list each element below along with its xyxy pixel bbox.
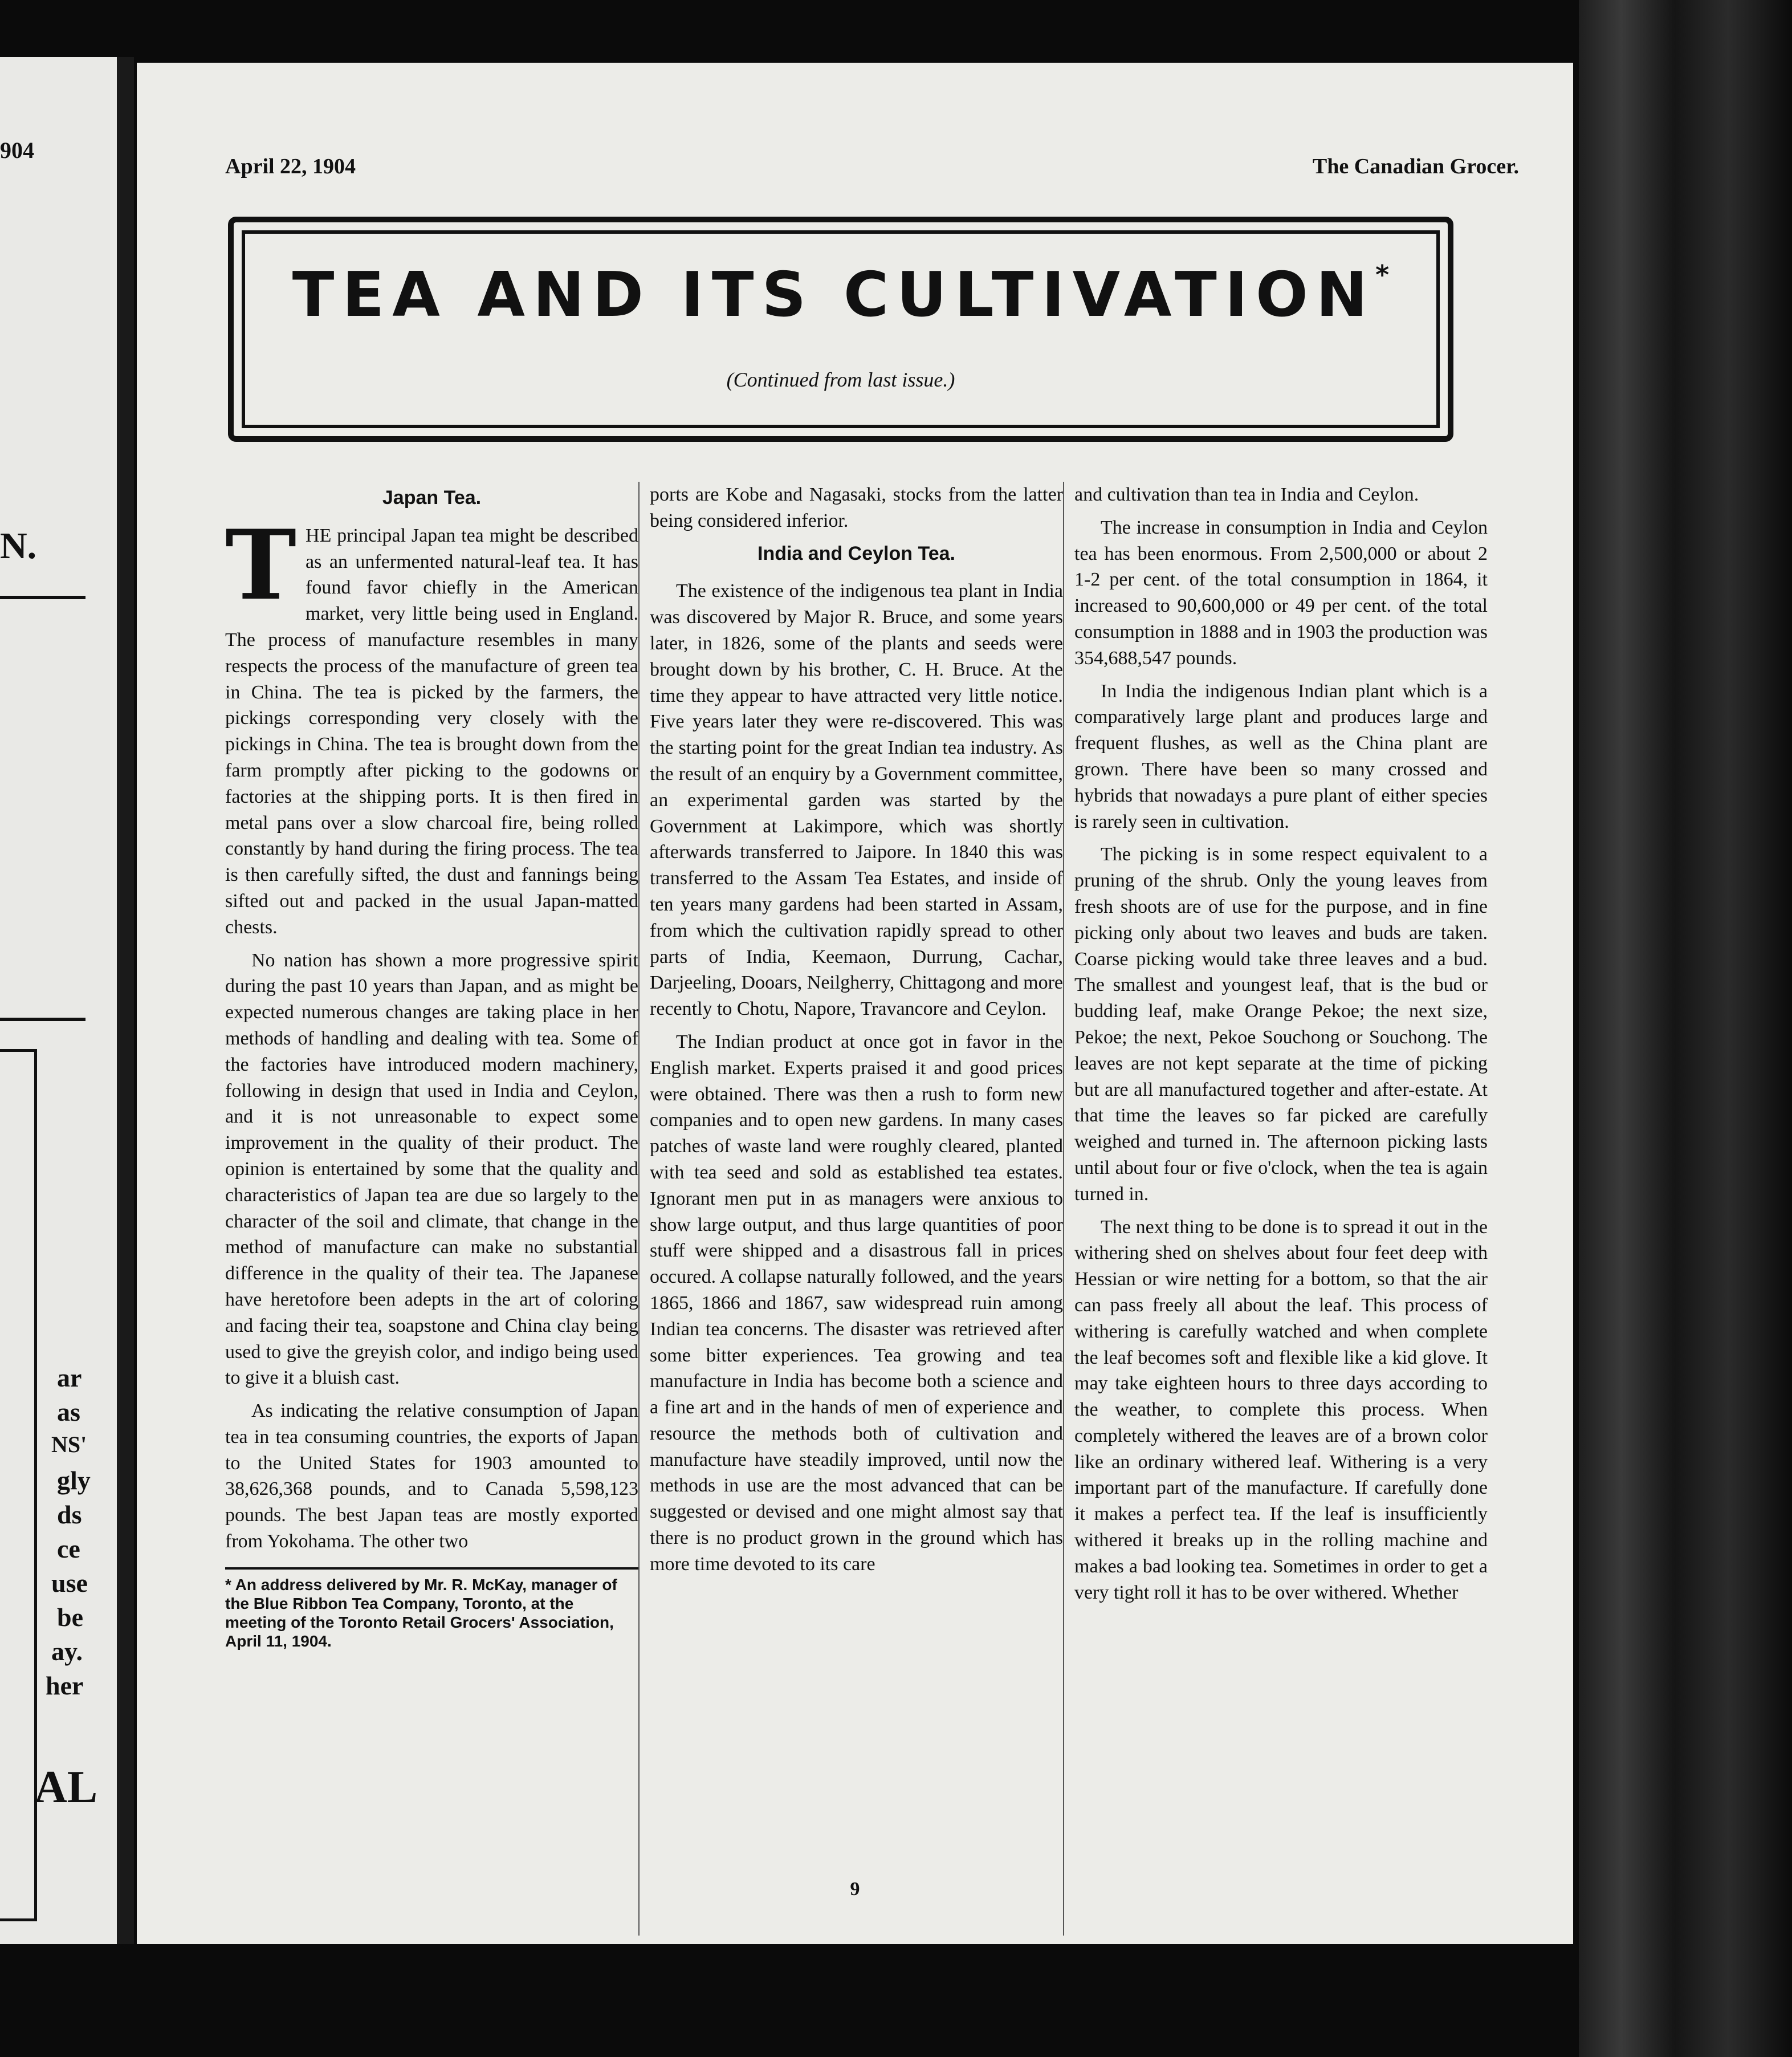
- running-header-date: April 22, 1904: [225, 155, 356, 178]
- paragraph: The increase in consumption in India and Ceylon tea has been enormous. From 2,500,000 or about 2 1-2 per cent. of the total consumption in 1864, it increased to 90,600,000 or 49 per cent. of the total consumption in 1888 and in 1903 the production was 354,688,547 pounds.: [1074, 517, 1488, 669]
- left-page-fragment: AL: [34, 1762, 98, 1812]
- column-2: [650, 482, 1063, 1584]
- paragraph: ports are Kobe and Nagasaki, stocks from the latter being considered inferior.: [650, 484, 1063, 531]
- column-1: [225, 482, 638, 1651]
- left-page-fragment: ar: [57, 1363, 82, 1392]
- footnote: * An address delivered by Mr. R. McKay, manager of the Blue Ribbon Tea Company, Toronto, at the meeting of the Toronto Retail Grocers' Association, April 11, 1904.: [225, 1575, 617, 1650]
- paragraph: The existence of the indigenous tea plant in India was discovered by Major R. Bruce, and some years later, in 1826, some of the plants and seeds were brought down by his brother, C. H. Bruce. At the time they appear to have attracted very little notice. Five years later they were re-discovered. This was the starting point for the great Indian tea industry. As the result of an enquiry by a Government committee, an experimental garden was started by the Government at Lakimpore, which was shortly afterwards transferred to Jaipore. In 1840 this was transferred to the Assam Tea Estates, and inside of ten years many gardens had been started in Assam, from which the cultivation rapidly spread to other parts of India, Keemaon, Durrung, Cachar, Darjeeling, Dooars, Neilgherry, Chittagong and more recently to Chotu, Napore, Travancore and Ceylon.: [650, 580, 1063, 1020]
- paragraph: The Indian product at once got in favor in the English market. Experts praised it and good prices were obtained. There was then a rush to form new companies and to open new gardens. In many cases patches of waste land were roughly cleared, planted with tea seed and sold as established tea estates. Ignorant men put in as managers were anxious to show large output, and thus large quantities of poor stuff were shipped and a disastrous fall in prices occured. A collapse naturally followed, and the years 1865, 1866 and 1867, saw widespread ruin among Indian tea concerns. The disaster was retrieved after some bitter experiences. Tea growing and tea manufacture in India has become both a science and a fine art and in the hands of men of experience and resource the methods both of cultivation and manufacture have steadily improved, until now the methods in use are the most advanced that can be suggested or devised and one might almost say that there is no product grown in the ground which has more time devoted to its care: [650, 1031, 1063, 1575]
- magazine-page: [137, 63, 1573, 1944]
- column-rule: [638, 482, 640, 1936]
- book-binding: [117, 57, 134, 1944]
- paragraph: As indicating the relative consumption of Japan tea in tea consuming countries, the exports of Japan to the United States for 1903 amounted to 38,626,368 pounds, and to Canada 5,598,123 pounds. The best Japan teas are mostly exported from Yokohama. The other two: [225, 1400, 638, 1552]
- left-page-fragment: gly: [57, 1466, 91, 1495]
- paragraph: The next thing to be done is to spread it out in the withering shed on shelves about four feet deep with Hessian or wire netting for a bottom, so that the air can pass freely all about the leaf. This process of withering is carefully watched and when complete the leaf becomes soft and flexible like a kid glove. It may take eighteen hours to three days according to the weather, to complete this process. When completely withered the leaves are of a brown color like an ordinary withered leaf. Withering is a very important part of the manufacture. If carefully done it makes a perfect tea. If the leaf is insufficiently withered it breaks up in the rolling machine and makes a bad looking tea. Sometimes in order to get a very tight roll it has to be over withered. Whether: [1074, 1216, 1488, 1603]
- left-page-rule: [0, 596, 85, 599]
- article-title-text: TEA AND ITS CULTIVATION: [292, 259, 1376, 331]
- paragraph: The picking is in some respect equivalent to a pruning of the shrub. Only the young leaves from fresh shoots are of use for the purpose, and in fine picking only about two leaves and buds are taken. Coarse picking would take three leaves and a bud. The smallest and youngest leaf, that is the bud or budding leaf, make Orange Pekoe; the next size, Pekoe; the next, Pekoe Souchong or Souchong. The leaves are not kept separate at the time of picking but are all manufactured together and after-estate. At that time the leaves so far picked are carefully weighed and turned in. The afternoon picking lasts until about four or five o'clock, when the tea is again turned in.: [1074, 844, 1488, 1205]
- left-page-fragment: use: [51, 1568, 88, 1597]
- column-rule: [1063, 482, 1064, 1936]
- book-edge: [1579, 0, 1792, 2057]
- left-page-fragment: N.: [0, 525, 37, 567]
- running-header-publication: The Canadian Grocer.: [1312, 155, 1519, 178]
- column-3: [1074, 482, 1488, 1612]
- title-footnote-mark: *: [1375, 259, 1390, 290]
- paragraph-text: HE principal Japan tea might be described as an unfermented natural-leaf tea. It has found favor chiefly in the American market, very little being used in England. The process of manufacture resembles in many respects the process of the manufacture of green tea in China. The tea is picked by the farmers, the pickings corresponding very closely with the pickings in China. The tea is brought down from the farm promptly after picking to the godowns or factories at the shipping ports. It is then fired in metal pans over a slow charcoal fire, being rolled constantly by hand during the firing process. The tea is then carefully sifted, the dust and fannings being sifted out and packed in the usual Japan-matted chests.: [225, 525, 638, 938]
- left-page-fragment: ay.: [51, 1637, 83, 1666]
- left-facing-page: [0, 57, 120, 1944]
- left-page-box: [0, 1049, 37, 1921]
- left-page-fragment: be: [57, 1603, 83, 1632]
- section-heading-india-ceylon-tea: India and Ceylon Tea.: [757, 542, 955, 564]
- article-subtitle: (Continued from last issue.): [726, 368, 955, 391]
- paragraph: [225, 508, 638, 941]
- left-page-fragment: as: [57, 1397, 80, 1426]
- left-page-fragment: her: [46, 1671, 84, 1700]
- page-number: 9: [850, 1879, 860, 1900]
- paragraph: In India the indigenous Indian plant which is a comparatively large plant and produces large and frequent flushes, as well as the China plant are grown. There have been so many crossed and hybrids that nowadays a pure plant of either species is rarely seen in cultivation.: [1074, 680, 1488, 832]
- drop-cap: T: [225, 508, 297, 621]
- paragraph: and cultivation than tea in India and Ceylon.: [1074, 484, 1419, 505]
- section-heading-japan-tea: Japan Tea.: [382, 487, 482, 509]
- article-title: [234, 259, 1448, 331]
- left-page-fragment: 904: [0, 137, 34, 163]
- footnote-rule: [225, 1567, 638, 1570]
- paragraph: No nation has shown a more progressive spirit during the past 10 years than Japan, and as might be expected numerous changes are taking place in her methods of handling and dealing with tea. Some of the factories have introduced modern machinery, following in design that used in India and Ceylon, and it is not unreasonable to expect some improvement in the quality of their product. The opinion is entertained by some that the quality and characteristics of Japan tea are due so largely to the character of the soil and climate, that change in the method of manufacture can make no substantial difference in the quality of their tea. The Japanese have heretofore been adepts in the art of coloring and facing their tea, soapstone and China clay being used to give the greyish color, and indigo being used to give it a bluish cast.: [225, 949, 638, 1389]
- left-page-fragment: ce: [57, 1534, 80, 1563]
- left-page-rule: [0, 1018, 85, 1021]
- left-page-fragment: NS': [51, 1432, 87, 1457]
- left-page-fragment: ds: [57, 1500, 82, 1529]
- title-frame: [228, 217, 1453, 442]
